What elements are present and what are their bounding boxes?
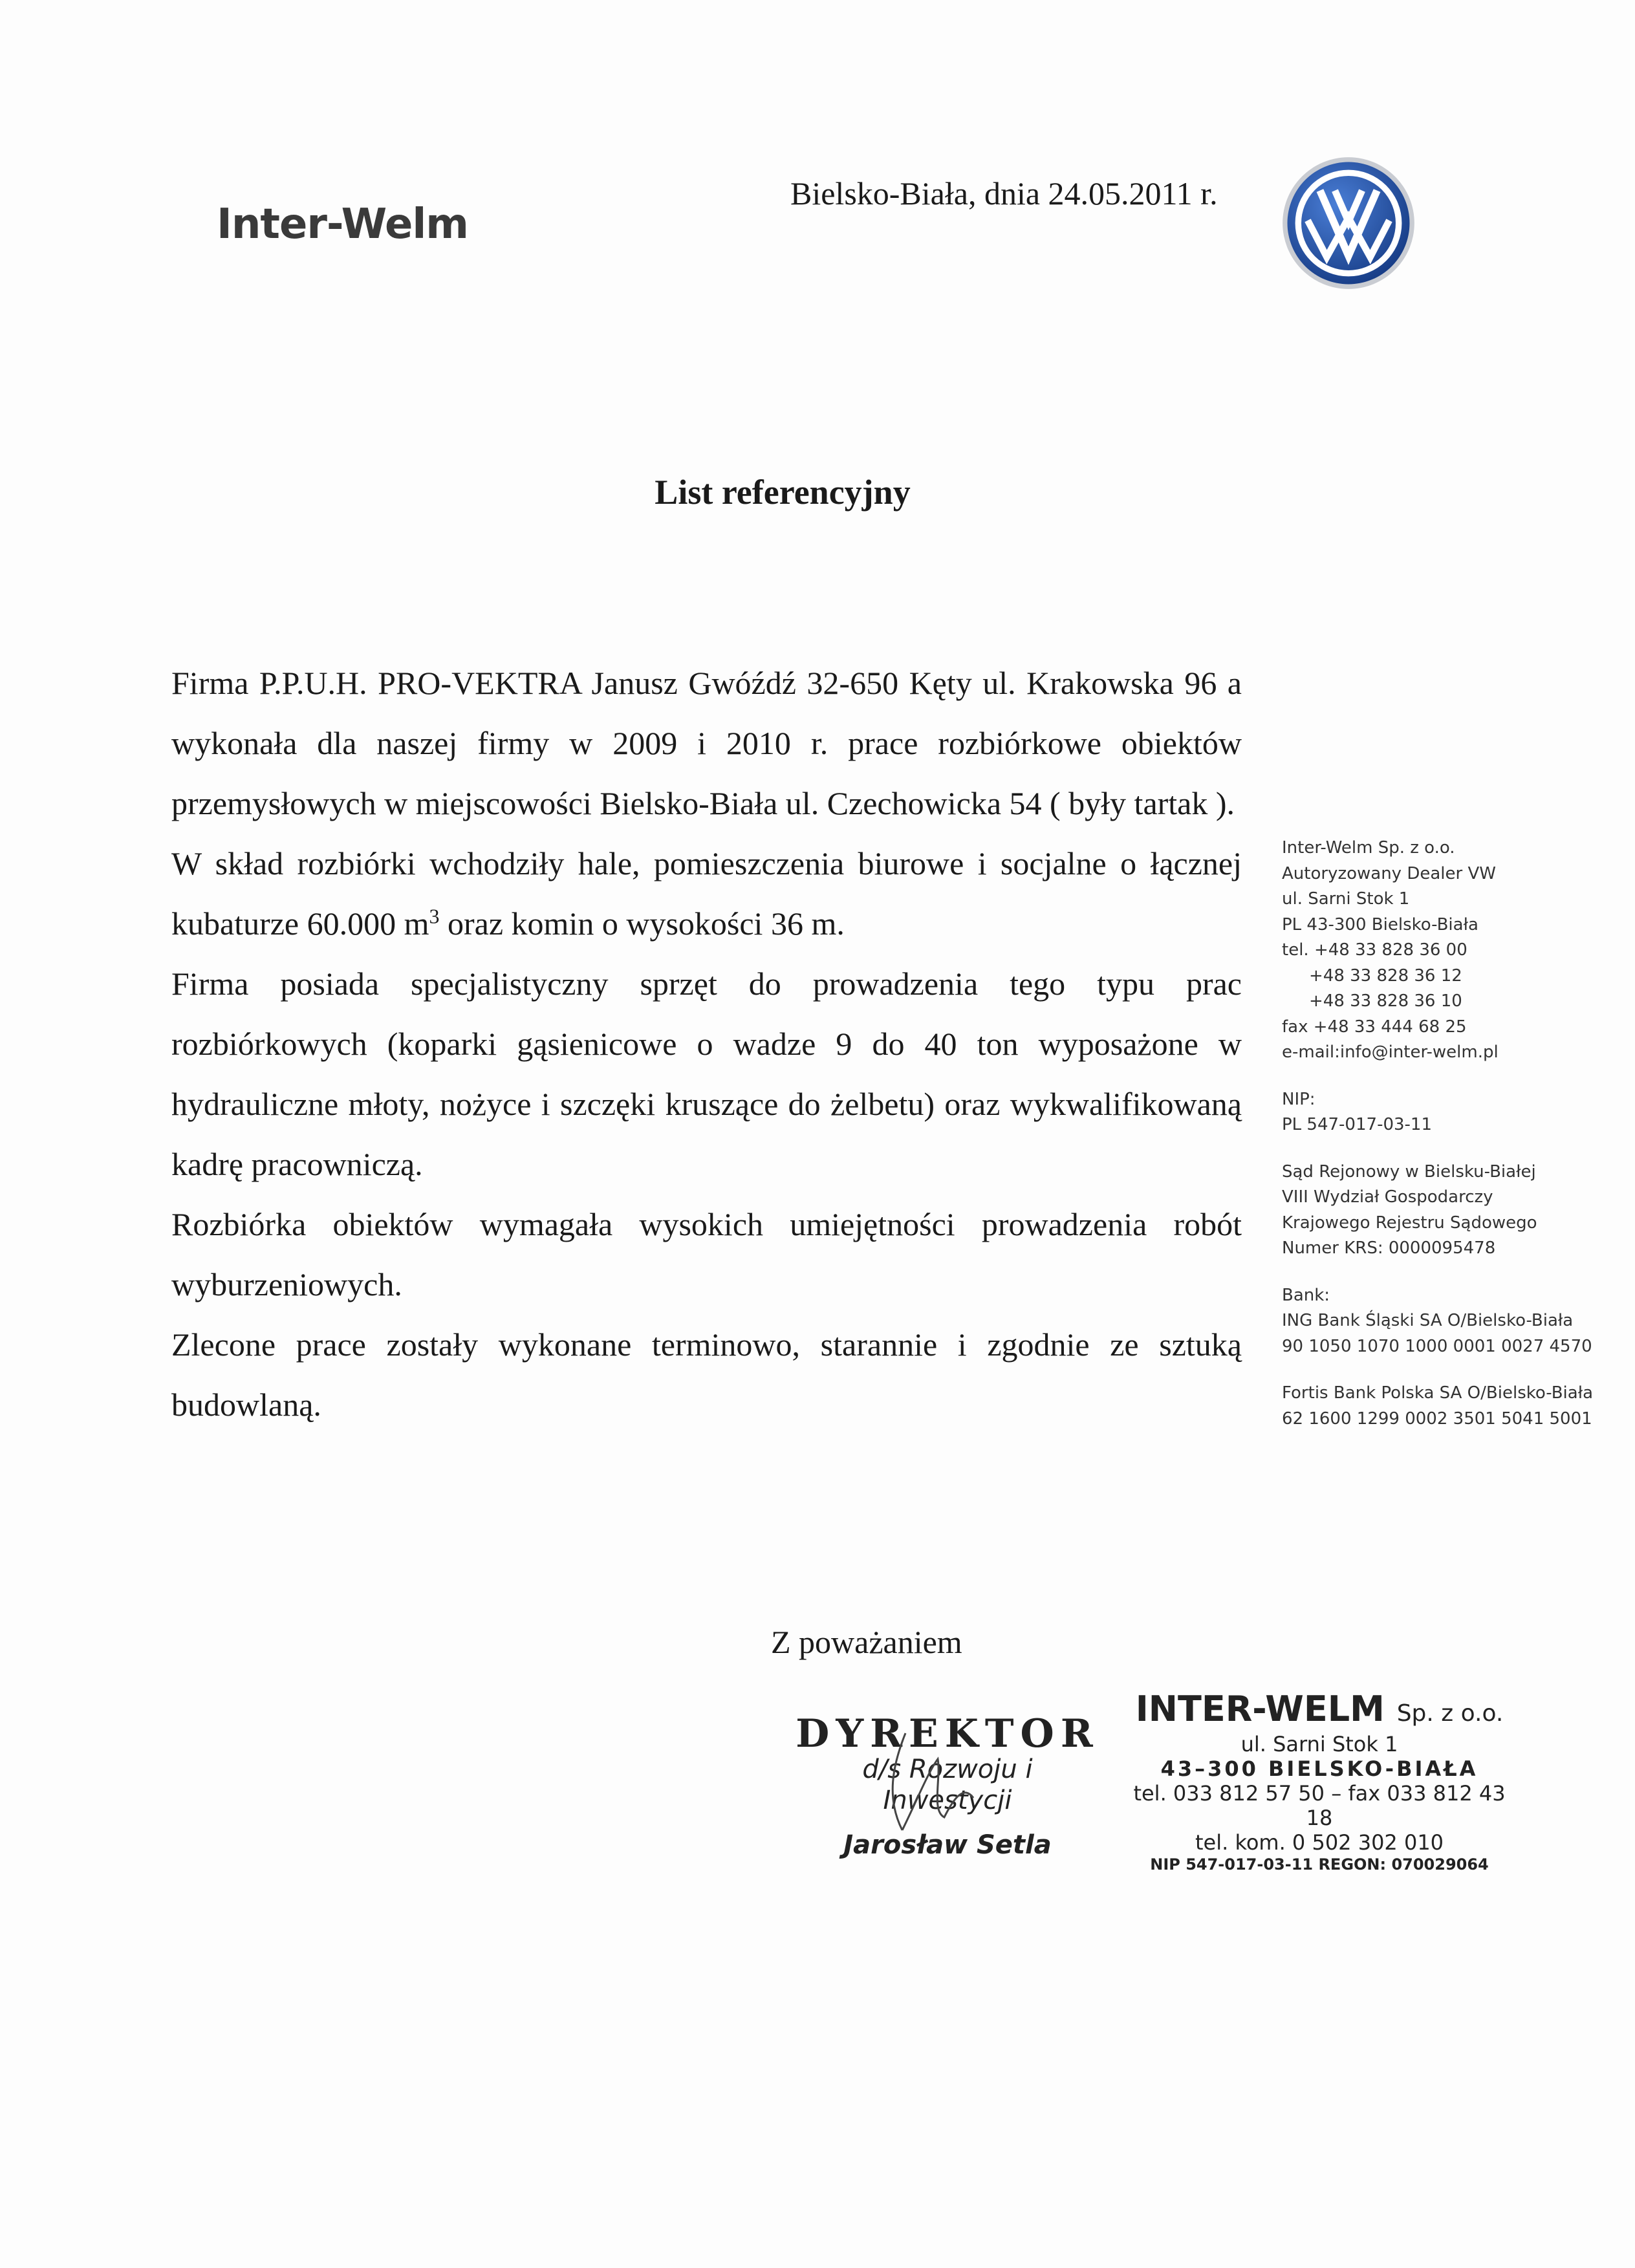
sidebar-tel-3: +48 33 828 36 10 bbox=[1309, 991, 1462, 1011]
paragraph-2-text: W skład rozbiórki wchodziły hale, pomieszczenia biurowe i socjalne o łącznej kubaturze 60.000 m bbox=[171, 845, 1242, 942]
stamp-street: ul. Sarni Stok 1 bbox=[1240, 1732, 1398, 1756]
paragraph-3: Firma posiada specjalistyczny sprzęt do prowadzenia tego typu prac rozbiórkowych (koparki gąsienicowe o wadze 9 do 40 ton wyposażone w hydrauliczne młoty, nożyce i szczęki kruszące do żelbetu) oraz wykwalifikowaną kadrę pracowniczą. bbox=[171, 966, 1242, 1182]
stamp-mobile: tel. kom. 0 502 302 010 bbox=[1195, 1830, 1444, 1855]
bank-label: Bank: bbox=[1282, 1285, 1330, 1305]
sidebar-city: PL 43-300 Bielsko-Biała bbox=[1282, 914, 1478, 934]
nip-value: PL 547-017-03-11 bbox=[1282, 1115, 1432, 1134]
closing-salutation: Z poważaniem bbox=[771, 1624, 962, 1660]
sidebar-fax: fax +48 33 444 68 25 bbox=[1282, 1017, 1467, 1037]
bank-account-1: 90 1050 1070 1000 0001 0027 4570 bbox=[1282, 1336, 1592, 1356]
company-details bbox=[1282, 836, 1618, 1453]
paragraph-2 bbox=[171, 834, 1242, 954]
court-line-2: VIII Wydział Gospodarczy bbox=[1282, 1187, 1493, 1207]
court-line-3: Krajowego Rejestru Sądowego bbox=[1282, 1213, 1537, 1233]
sidebar-tel: tel. +48 33 828 36 00 bbox=[1282, 940, 1467, 960]
bank-name-1: ING Bank Śląski SA O/Bielsko-Biała bbox=[1282, 1311, 1574, 1330]
krs-number: Numer KRS: 0000095478 bbox=[1282, 1238, 1496, 1258]
paragraph-4: Rozbiórka obiektów wymagała wysokich umiejętności prowadzenia robót wyburzeniowych. bbox=[171, 1206, 1242, 1302]
nip-label: NIP: bbox=[1282, 1089, 1316, 1109]
director-role: d/s Rozwoju i Inwestycji bbox=[862, 1755, 1033, 1815]
sidebar-email: e-mail:info@inter-welm.pl bbox=[1282, 1042, 1499, 1062]
bank-block-2 bbox=[1282, 1381, 1618, 1432]
handwritten-signature bbox=[867, 1720, 996, 1850]
letter-body bbox=[171, 653, 1242, 1435]
stamp-tel: tel. 033 812 57 50 – fax 033 812 43 18 bbox=[1133, 1781, 1506, 1830]
company-name: Inter-Welm bbox=[217, 200, 468, 248]
vw-logo bbox=[1281, 155, 1416, 291]
director-title: DYREKTOR bbox=[796, 1711, 1099, 1756]
place-and-date: Bielsko-Biała, dnia 24.05.2011 r. bbox=[790, 175, 1218, 211]
stamp-company-line bbox=[1125, 1691, 1513, 1732]
bank-account-2: 62 1600 1299 0002 3501 5041 5001 bbox=[1282, 1409, 1592, 1429]
stamp-ids: NIP 547-017-03-11 REGON: 070029064 bbox=[1150, 1855, 1489, 1874]
paragraph-5: Zlecone prace zostały wykonane terminowo, starannie i zgodnie ze sztuką budowlaną. bbox=[171, 1326, 1242, 1423]
director-name: Jarosław Setla bbox=[843, 1830, 1052, 1860]
stamp-company: INTER-WELM bbox=[1135, 1689, 1385, 1729]
paragraph-1: Firma P.P.U.H. PRO-VEKTRA Janusz Gwóźdź 32-650 Kęty ul. Krakowska 96 a wykonała dla naszej firmy w 2009 i 2010 r. prace rozbiórkowe obiektów przemysłowych w miejscowości Bielsko-Biała ul. Czechowicka 54 ( były tartak ). bbox=[171, 665, 1242, 821]
court-line-1: Sąd Rejonowy w Bielsku-Białej bbox=[1282, 1161, 1536, 1182]
sidebar-dealer: Autoryzowany Dealer VW bbox=[1282, 863, 1496, 883]
paragraph-2-end: oraz komin o wysokości 36 m. bbox=[439, 905, 845, 942]
document-title: List referencyjny bbox=[655, 473, 911, 512]
address-block bbox=[1282, 836, 1618, 1066]
stamp-city: 43–300 BIELSKO-BIAŁA bbox=[1160, 1756, 1478, 1781]
sidebar-street: ul. Sarni Stok 1 bbox=[1282, 889, 1410, 909]
company-stamp bbox=[1125, 1691, 1513, 1874]
court-block bbox=[1282, 1160, 1618, 1262]
sidebar-company: Inter-Welm Sp. z o.o. bbox=[1282, 838, 1455, 858]
bank-name-2: Fortis Bank Polska SA O/Bielsko-Biała bbox=[1282, 1383, 1594, 1403]
bank-block bbox=[1282, 1283, 1618, 1360]
superscript-3: 3 bbox=[429, 904, 440, 928]
stamp-suffix: Sp. z o.o. bbox=[1396, 1700, 1504, 1727]
sidebar-tel-2: +48 33 828 36 12 bbox=[1309, 966, 1462, 986]
nip-block bbox=[1282, 1087, 1618, 1138]
